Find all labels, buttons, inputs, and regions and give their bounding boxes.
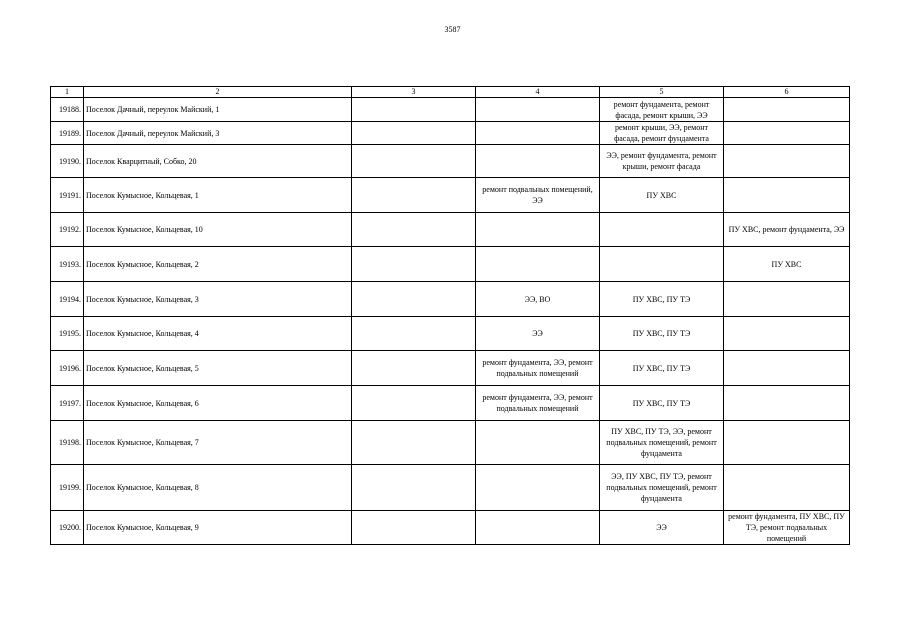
col4-cell bbox=[476, 145, 600, 178]
col3-cell bbox=[352, 213, 476, 247]
col3-cell bbox=[352, 317, 476, 351]
col4-cell: ремонт фундамента, ЭЭ, ремонт подвальных помещений bbox=[476, 386, 600, 421]
table-row bbox=[51, 145, 850, 178]
table-row bbox=[51, 421, 850, 465]
header-row bbox=[51, 87, 850, 98]
col5-cell: ремонт крыши, ЭЭ, ремонт фасада, ремонт фундамента bbox=[600, 122, 724, 145]
col6-cell bbox=[724, 386, 850, 421]
table-row bbox=[51, 386, 850, 421]
col6-cell: ПУ ХВС, ремонт фундамента, ЭЭ bbox=[724, 213, 850, 247]
col5-cell: ЭЭ, ПУ ХВС, ПУ ТЭ, ремонт подвальных помещений, ремонт фундамента bbox=[600, 465, 724, 511]
col6-cell: ремонт фундамента, ПУ ХВС, ПУ ТЭ, ремонт подвальных помещений bbox=[724, 511, 850, 545]
column-header: 1 bbox=[51, 87, 84, 98]
row-number: 19194. bbox=[51, 282, 84, 317]
column-header: 3 bbox=[352, 87, 476, 98]
column-header: 4 bbox=[476, 87, 600, 98]
col3-cell bbox=[352, 386, 476, 421]
row-number: 19189. bbox=[51, 122, 84, 145]
col3-cell bbox=[352, 122, 476, 145]
address-cell: Поселок Кумысное, Кольцевая, 7 bbox=[84, 421, 352, 465]
col5-cell: ПУ ХВС, ПУ ТЭ, ЭЭ, ремонт подвальных помещений, ремонт фундамента bbox=[600, 421, 724, 465]
row-number: 19188. bbox=[51, 98, 84, 122]
col6-cell bbox=[724, 317, 850, 351]
col4-cell bbox=[476, 213, 600, 247]
row-number: 19198. bbox=[51, 421, 84, 465]
table-row bbox=[51, 282, 850, 317]
table-row bbox=[51, 178, 850, 213]
col5-cell: ремонт фундамента, ремонт фасада, ремонт крыши, ЭЭ bbox=[600, 98, 724, 122]
col6-cell bbox=[724, 122, 850, 145]
col4-cell bbox=[476, 122, 600, 145]
page-number: 3587 bbox=[444, 25, 461, 34]
col4-cell: ЭЭ, ВО bbox=[476, 282, 600, 317]
col3-cell bbox=[352, 178, 476, 213]
col4-cell: ремонт подвальных помещений, ЭЭ bbox=[476, 178, 600, 213]
row-number: 19191. bbox=[51, 178, 84, 213]
row-number: 19196. bbox=[51, 351, 84, 386]
col3-cell bbox=[352, 247, 476, 282]
col5-cell: ЭЭ bbox=[600, 511, 724, 545]
row-number: 19190. bbox=[51, 145, 84, 178]
col6-cell bbox=[724, 465, 850, 511]
row-number: 19195. bbox=[51, 317, 84, 351]
col5-cell: ПУ ХВС, ПУ ТЭ bbox=[600, 317, 724, 351]
row-number: 19193. bbox=[51, 247, 84, 282]
table-row bbox=[51, 98, 850, 122]
address-cell: Поселок Дачный, переулок Майский, 1 bbox=[84, 98, 352, 122]
col4-cell: ремонт фундамента, ЭЭ, ремонт подвальных помещений bbox=[476, 351, 600, 386]
address-cell: Поселок Кумысное, Кольцевая, 5 bbox=[84, 351, 352, 386]
col6-cell bbox=[724, 98, 850, 122]
col5-cell bbox=[600, 213, 724, 247]
col5-cell: ПУ ХВС bbox=[600, 178, 724, 213]
col4-cell bbox=[476, 465, 600, 511]
address-cell: Поселок Дачный, переулок Майский, 3 bbox=[84, 122, 352, 145]
col6-cell bbox=[724, 351, 850, 386]
row-number: 19199. bbox=[51, 465, 84, 511]
col4-cell: ЭЭ bbox=[476, 317, 600, 351]
col4-cell bbox=[476, 98, 600, 122]
col5-cell: ПУ ХВС, ПУ ТЭ bbox=[600, 386, 724, 421]
row-number: 19200. bbox=[51, 511, 84, 545]
col5-cell: ПУ ХВС, ПУ ТЭ bbox=[600, 351, 724, 386]
col3-cell bbox=[352, 351, 476, 386]
table-row bbox=[51, 247, 850, 282]
col6-cell bbox=[724, 421, 850, 465]
col6-cell bbox=[724, 178, 850, 213]
address-cell: Поселок Кумысное, Кольцевая, 4 bbox=[84, 317, 352, 351]
col3-cell bbox=[352, 465, 476, 511]
col3-cell bbox=[352, 421, 476, 465]
address-cell: Поселок Кумысное, Кольцевая, 1 bbox=[84, 178, 352, 213]
table-row bbox=[51, 213, 850, 247]
col4-cell bbox=[476, 421, 600, 465]
row-number: 19192. bbox=[51, 213, 84, 247]
col3-cell bbox=[352, 282, 476, 317]
col3-cell bbox=[352, 98, 476, 122]
col6-cell bbox=[724, 145, 850, 178]
address-cell: Поселок Кварцитный, Собко, 20 bbox=[84, 145, 352, 178]
register-table bbox=[50, 86, 850, 545]
col3-cell bbox=[352, 145, 476, 178]
table-row bbox=[51, 351, 850, 386]
col4-cell bbox=[476, 511, 600, 545]
col5-cell: ЭЭ, ремонт фундамента, ремонт крыши, ремонт фасада bbox=[600, 145, 724, 178]
address-cell: Поселок Кумысное, Кольцевая, 3 bbox=[84, 282, 352, 317]
col5-cell bbox=[600, 247, 724, 282]
address-cell: Поселок Кумысное, Кольцевая, 2 bbox=[84, 247, 352, 282]
column-header: 5 bbox=[600, 87, 724, 98]
column-header: 2 bbox=[84, 87, 352, 98]
address-cell: Поселок Кумысное, Кольцевая, 6 bbox=[84, 386, 352, 421]
address-cell: Поселок Кумысное, Кольцевая, 9 bbox=[84, 511, 352, 545]
col3-cell bbox=[352, 511, 476, 545]
table-row bbox=[51, 122, 850, 145]
column-header: 6 bbox=[724, 87, 850, 98]
row-number: 19197. bbox=[51, 386, 84, 421]
table-row bbox=[51, 465, 850, 511]
col6-cell: ПУ ХВС bbox=[724, 247, 850, 282]
address-cell: Поселок Кумысное, Кольцевая, 10 bbox=[84, 213, 352, 247]
col4-cell bbox=[476, 247, 600, 282]
col5-cell: ПУ ХВС, ПУ ТЭ bbox=[600, 282, 724, 317]
col6-cell bbox=[724, 282, 850, 317]
table-row bbox=[51, 317, 850, 351]
table-row bbox=[51, 511, 850, 545]
address-cell: Поселок Кумысное, Кольцевая, 8 bbox=[84, 465, 352, 511]
